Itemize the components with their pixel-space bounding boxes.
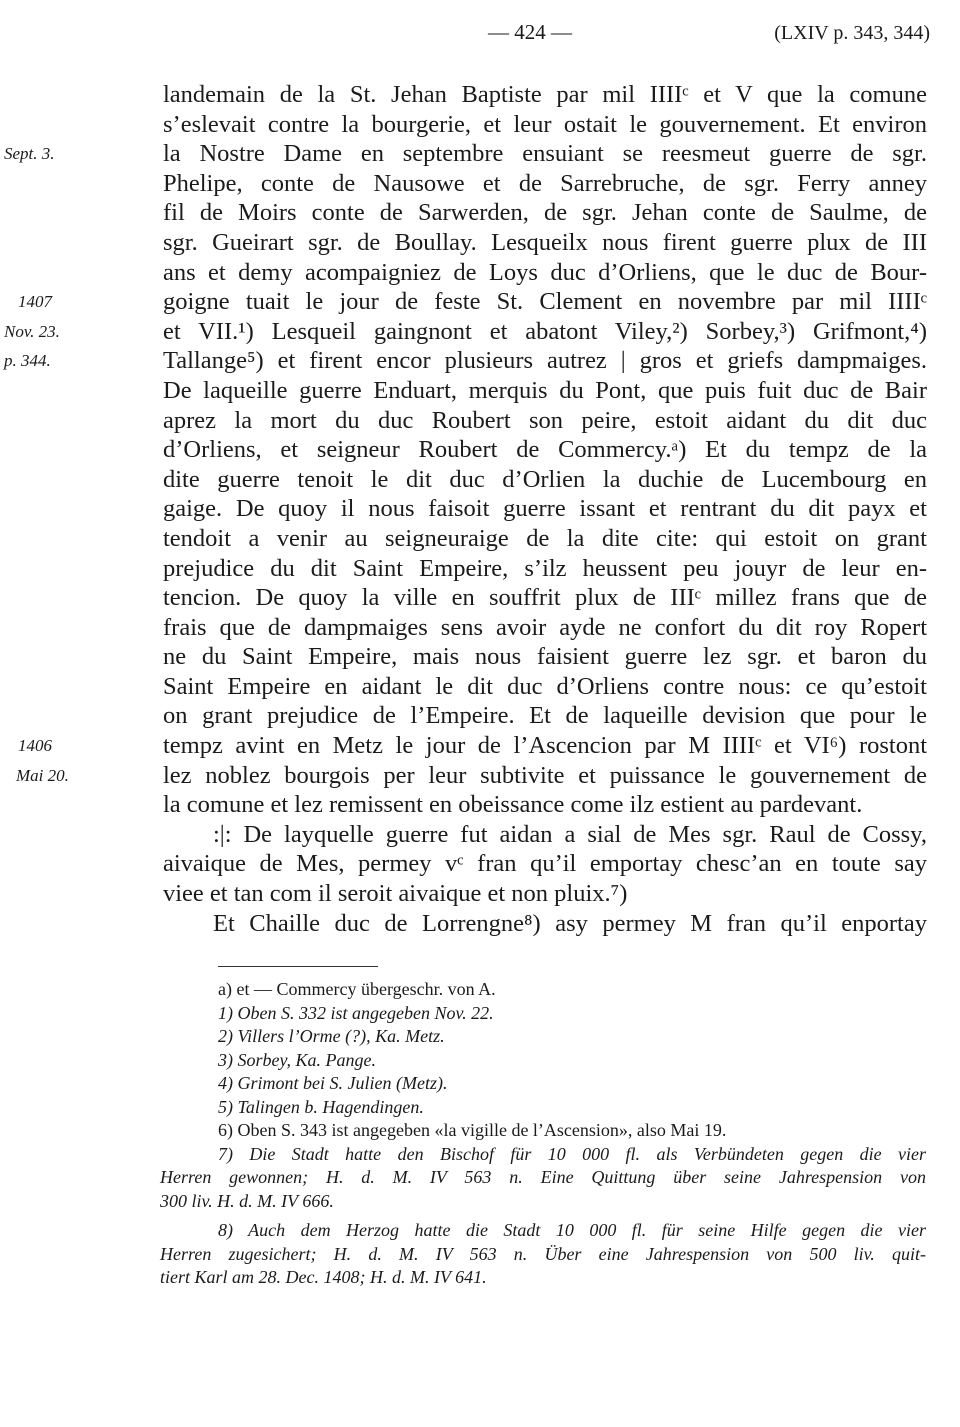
- text-line: De laqueille guerre Enduart, merquis du Pont, que puis fuit duc de Bair: [163, 376, 927, 404]
- text-line: ne du Saint Empeire, mais nous faisient guerre lez sgr. et baron du: [163, 643, 927, 671]
- text-line: gaige. De quoy il nous faisoit guerre issant et rentrant du dit payx et: [163, 495, 927, 523]
- text-line: Et Chaille duc de Lorrengne⁸) asy permey M fran qu’il enportay: [213, 909, 927, 937]
- footnote: 8) Auch dem Herzog hatte die Stadt 10 000 fl. für seine Hilfe gegen die vier: [218, 1220, 926, 1240]
- text-line: aivaique de Mes, permey vᶜ fran qu’il emportay chesc’an en toute say: [163, 850, 927, 878]
- text-line: sgr. Gueirart sgr. de Boullay. Lesqueilx nous firent guerre plux de III: [163, 228, 927, 256]
- text-line: viee et tan com il seroit aivaique et non pluix.⁷): [163, 880, 628, 908]
- footnote: Herren zugesichert; H. d. M. IV 563 n. Über eine Jahrespension von 500 liv. quit-: [160, 1243, 926, 1264]
- footnote: tiert Karl am 28. Dec. 1408; H. d. M. IV 641.: [160, 1267, 487, 1287]
- margin-note-sept3: Sept. 3.: [4, 144, 55, 164]
- footnote: 1) Oben S. 332 ist angegeben Nov. 22.: [218, 1002, 494, 1023]
- margin-note-p344: p. 344.: [4, 351, 51, 371]
- page-number: — 424 —: [488, 20, 572, 44]
- margin-note-1406: 1406: [18, 736, 52, 756]
- text-line: tencion. De quoy la ville en souffrit plux de IIIᶜ millez frans que de: [163, 584, 927, 612]
- margin-note-mai20: Mai 20.: [16, 765, 69, 785]
- text-line: la comune et lez remissent en obeissance come ilz estient au pardevant.: [163, 791, 863, 819]
- footnotes: [0, 978, 960, 1290]
- text-line: aprez la mort du duc Roubert son peire, estoit aidant du dit duc: [163, 406, 927, 434]
- footnote: 2) Villers l’Orme (?), Ka. Metz.: [218, 1026, 445, 1046]
- text-line: prejudice du dit Saint Empeire, s’ilz heussent peu jouyr de leur en-: [163, 554, 927, 582]
- text-line: Saint Empeire en aidant le dit duc d’Orliens contre nous: ce qu’estoit: [163, 672, 927, 700]
- footnote: 4) Grimont bei S. Julien (Metz).: [218, 1073, 448, 1093]
- main-text: [0, 80, 960, 938]
- text-line: p. 344. Tallange⁵) et firent encor plusieurs autrez | gros et griefs dampmaiges.: [4, 347, 927, 375]
- text-line: landemain de la St. Jehan Baptiste par mil IIIIᶜ et V que la comune: [163, 81, 927, 108]
- footnote: Herren gewonnen; H. d. M. IV 563 n. Eine Quittung über seine Jahrespension von: [160, 1167, 926, 1187]
- text-line: s’eslevait contre la bourgerie, et leur ostait le gouvernement. Et environ: [163, 110, 927, 138]
- text-line: frais que de dampmaiges sens avoir ayde ne confort du dit roy Ropert: [163, 613, 927, 641]
- text-line: 1407 goigne tuait le jour de feste St. Clement en novembre par mil IIIIᶜ: [18, 288, 927, 316]
- text-line: dite guerre tenoit le dit duc d’Orlien la duchie de Lucembourg en: [163, 465, 927, 493]
- margin-note-1407: 1407: [18, 292, 52, 312]
- footnote: 300 liv. H. d. M. IV 666.: [160, 1190, 334, 1211]
- page-header: [0, 16, 960, 52]
- text-line: on grant prejudice de l’Empeire. Et de laqueille devision que pour le: [163, 702, 927, 730]
- footnote: 6) Oben S. 343 ist angegeben «la vigille de l’Ascension», also Mai 19.: [218, 1120, 727, 1140]
- footnote: 5) Talingen b. Hagendingen.: [218, 1096, 424, 1117]
- text-line: d’Orliens, et seigneur Roubert de Commercy.ᵃ) Et du tempz de la: [163, 436, 927, 464]
- text-line: fil de Moirs conte de Sarwerden, de sgr. Jehan conte de Saulme, de: [163, 199, 927, 227]
- text-line: ans et demy acompaigniez de Loys duc d’Orliens, que le duc de Bour-: [163, 258, 927, 286]
- text-line: 1406 tempz avint en Metz le jour de l’Ascencion par M IIIIᶜ et VI⁶) rostont: [18, 732, 927, 760]
- footnote: 7) Die Stadt hatte den Bischof für 10 000 fl. als Verbündeten gegen die vier: [218, 1143, 926, 1164]
- text-line: Nov. 23. et VII.¹) Lesqueil gaingnont et abatont Viley,²) Sorbey,³) Grifmont,⁴): [4, 317, 927, 345]
- footnote-divider: [218, 966, 378, 967]
- text-line: Phelipe, conte de Nausowe et de Sarrebruche, de sgr. Ferry anney: [163, 169, 927, 197]
- text-line: tendoit a venir au seigneuraige de la dite cite: qui estoit on grant: [163, 524, 927, 552]
- footnote: a) et — Commercy übergeschr. von A.: [218, 979, 496, 999]
- margin-note-nov23: Nov. 23.: [4, 321, 60, 341]
- page-reference: (LXIV p. 343, 344): [774, 22, 930, 44]
- text-line: Mai 20. lez noblez bourgois per leur subtivite et puissance le gouvernement de: [16, 761, 927, 789]
- text-line: :|: De layquelle guerre fut aidan a sial de Mes sgr. Raul de Cossy,: [213, 820, 927, 848]
- footnote: 3) Sorbey, Ka. Pange.: [218, 1049, 376, 1070]
- text-line: Sept. 3. la Nostre Dame en septembre ensuiant se reesmeut guerre de sgr.: [4, 140, 927, 168]
